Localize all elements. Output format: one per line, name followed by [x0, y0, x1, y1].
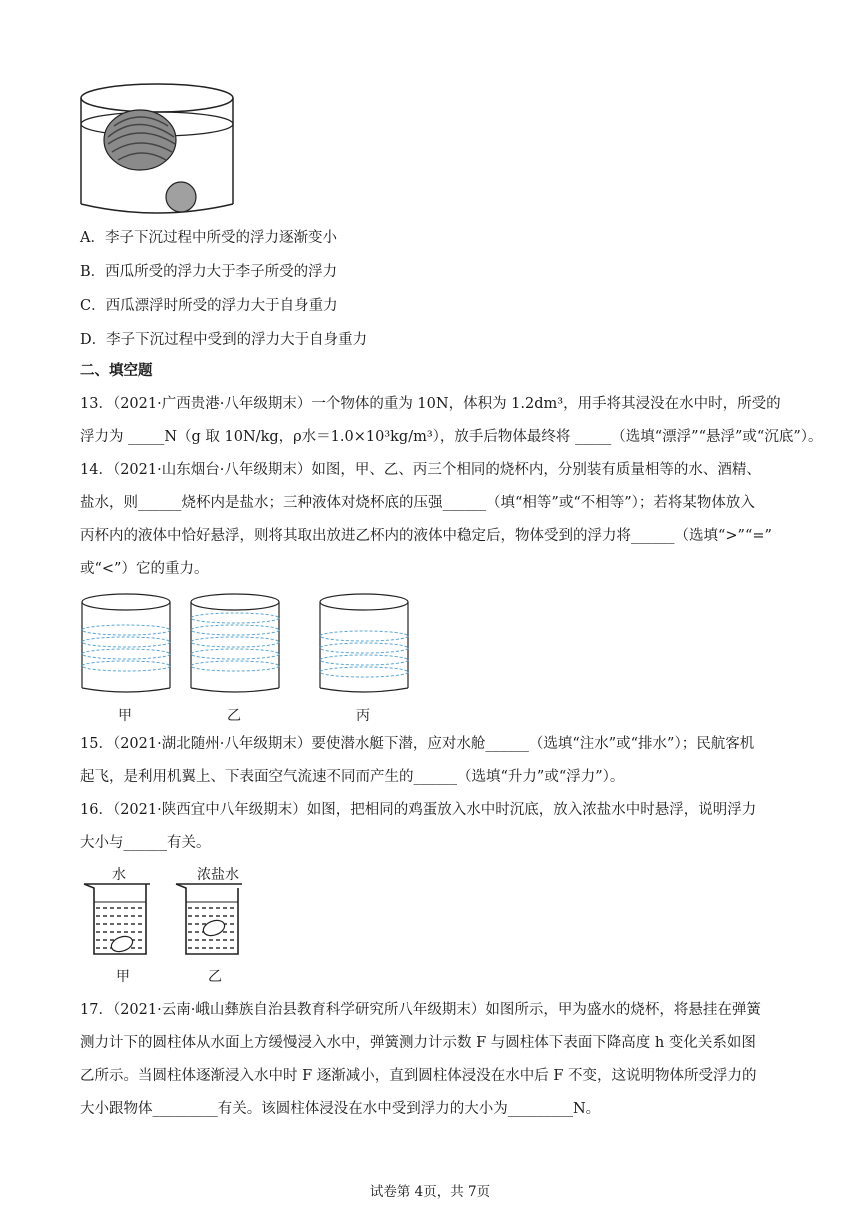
beaker-label-yi: 乙	[227, 708, 241, 724]
egg-icon	[109, 934, 134, 955]
q14-line3: 丙杯内的液体中恰好悬浮，则将其取出放进乙杯内的液体中稳定后，物体受到的浮力将______（选填“>”“=”	[80, 528, 772, 544]
beaker-water	[84, 884, 150, 954]
beaker-label-bing: 丙	[356, 708, 370, 724]
three-beakers-figure	[80, 592, 420, 698]
q17-line4: 大小跟物体_________有关。该圆柱体浸没在水中受到浮力的大小为_________N。	[80, 1101, 601, 1117]
q13-line2: 浮力为 _____N（g 取 10N/kg，ρ水＝1.0×10³kg/m³），放手后物体最终将 _____（选填“漂浮”“悬浮”或“沉底”）。	[80, 429, 823, 445]
q14-line4: 或“<”）它的重力。	[80, 561, 209, 577]
q16-line2: 大小与______有关。	[80, 835, 211, 851]
q15-line2: 起飞，是利用机翼上、下表面空气流速不同而产生的______（选填“升力”或“浮力”）。	[80, 769, 625, 785]
q14-line2: 盐水，则______烧杯内是盐水；三种液体对烧杯底的压强______（填“相等”或“不相等”）；若将某物体放入	[80, 495, 755, 511]
q17-line2: 测力计下的圆柱体从水面上方缓慢浸入水中，弹簧测力计示数 F 与圆柱体下表面下降高度 h 变化关系如图	[80, 1035, 756, 1051]
q17-line1: 17．（2021·云南·峨山彝族自治县教育科学研究所八年级期末）如图所示，甲为盛水的烧杯，将悬挂在弹簧	[80, 1002, 761, 1018]
watermelon-plum-figure	[78, 82, 238, 218]
beaker-yi	[191, 594, 279, 692]
egg-beaker-label-jia: 甲	[116, 969, 130, 985]
beaker-bing	[320, 594, 408, 692]
option-c: C．西瓜漂浮时所受的浮力大于自身重力	[80, 298, 338, 314]
q17-line3: 乙所示。当圆柱体逐渐浸入水中时 F 逐渐减小，直到圆柱体浸没在水中后 F 不变，这说明物体所受浮力的	[80, 1068, 757, 1084]
option-a: A．李子下沉过程中所受的浮力逐渐变小	[80, 230, 337, 246]
option-d: D．李子下沉过程中受到的浮力大于自身重力	[80, 332, 368, 348]
egg-beaker-label-yi: 乙	[208, 969, 222, 985]
q15-line1: 15．（2021·湖北随州·八年级期末）要使潜水艇下潜，应对水舱______（选填“注水”或“排水”）；民航客机	[80, 736, 755, 752]
watermelon-icon	[104, 110, 176, 170]
q16-line1: 16．（2021·陕西宜中八年级期末）如图，把相同的鸡蛋放入水中时沉底，放入浓盐水中时悬浮，说明浮力	[80, 802, 757, 818]
beaker-salt-water	[176, 884, 242, 954]
q14-line1: 14．（2021·山东烟台·八年级期末）如图，甲、乙、丙三个相同的烧杯内，分别装有质量相等的水、酒精、	[80, 462, 761, 478]
beaker-label-salt-water: 浓盐水	[197, 867, 239, 883]
option-b: B．西瓜所受的浮力大于李子所受的浮力	[80, 264, 338, 280]
plum-icon	[166, 182, 196, 212]
egg-beakers-figure	[80, 880, 260, 960]
beaker-label-water: 水	[112, 867, 126, 883]
beaker-jia	[82, 594, 170, 692]
q13-line1: 13．（2021·广西贵港·八年级期末）一个物体的重为 10N，体积为 1.2dm³，用手将其浸没在水中时，所受的	[80, 396, 781, 412]
section-title: 二、填空题	[80, 362, 153, 379]
beaker-label-jia: 甲	[118, 708, 132, 724]
page-footer: 试卷第 4页，共 7页	[369, 1184, 491, 1200]
egg-icon	[201, 918, 226, 939]
